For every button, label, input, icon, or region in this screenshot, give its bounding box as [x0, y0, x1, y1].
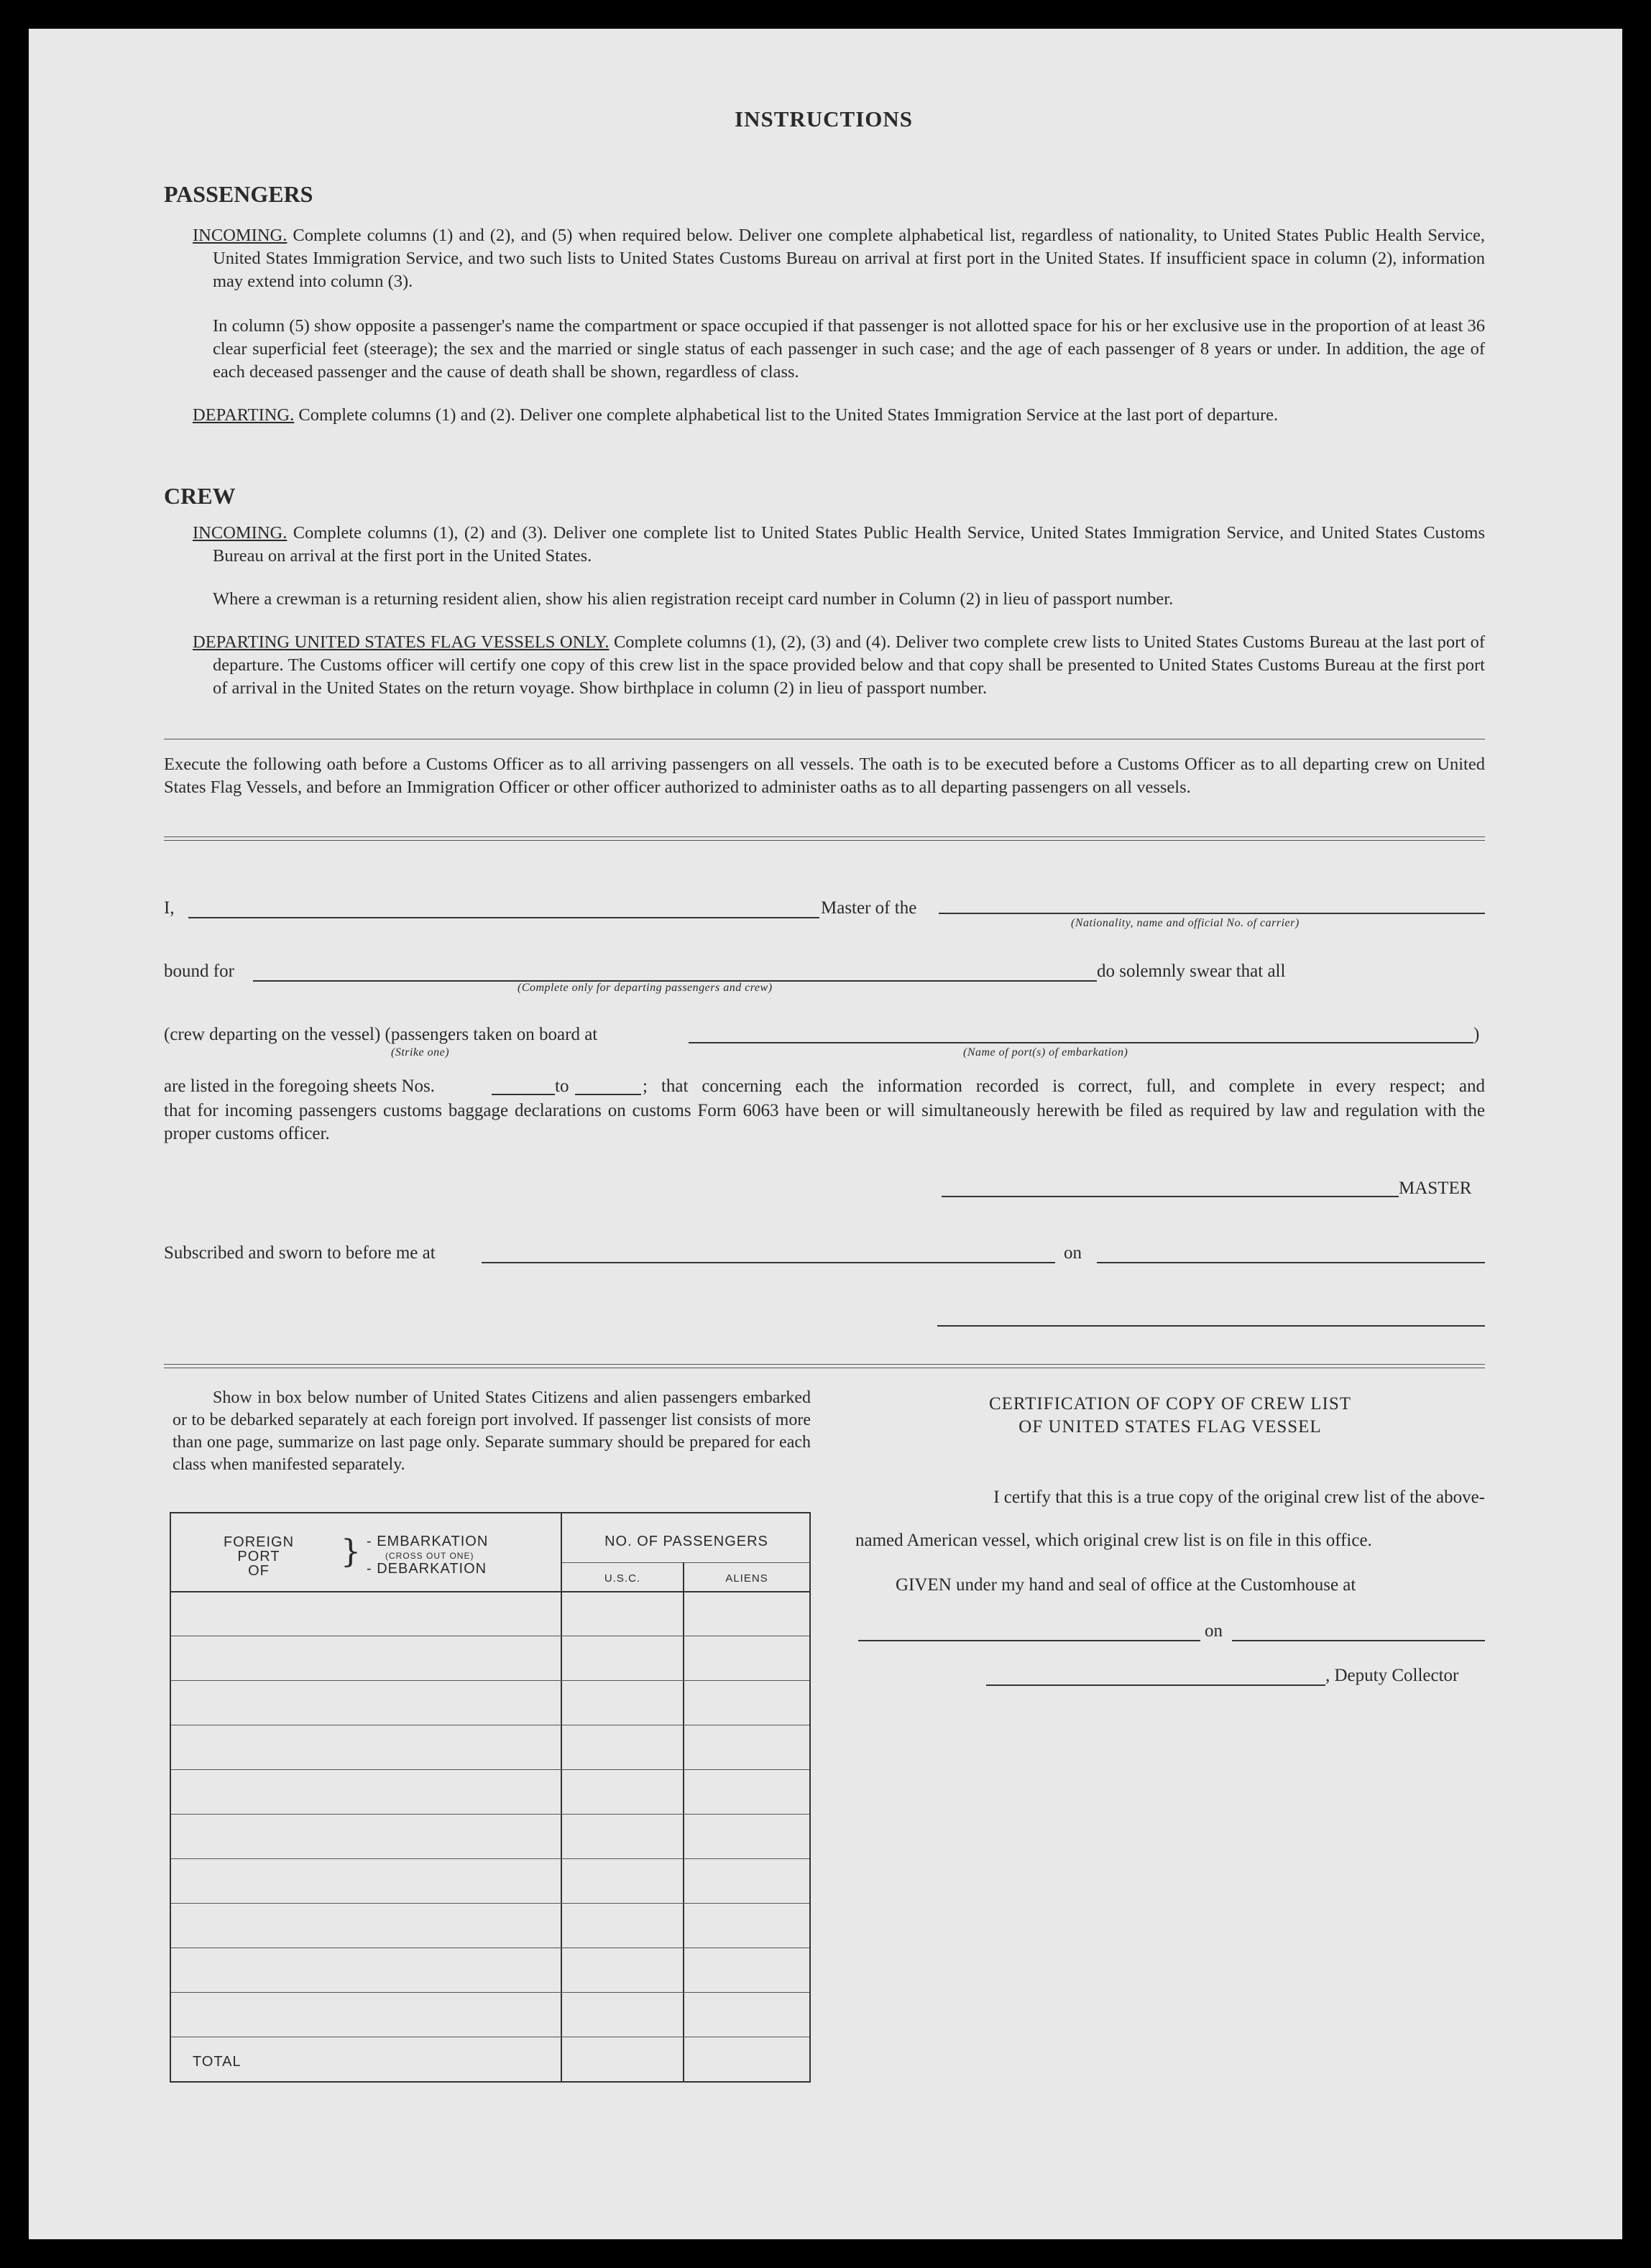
- debarkation-header: - DEBARKATION: [367, 1561, 487, 1577]
- table-row: [171, 1858, 809, 1859]
- officer-signature-line[interactable]: [937, 1325, 1485, 1327]
- sheet-from-line[interactable]: [492, 1094, 555, 1095]
- passengers-departing-label: DEPARTING.: [193, 405, 295, 425]
- certify-line-1: I certify that this is a true copy of the original crew list of the above-: [993, 1488, 1485, 1507]
- foreign-port-of-header: FOREIGN PORT OF: [223, 1534, 295, 1579]
- certification-title-2: OF UNITED STATES FLAG VESSEL: [1018, 1417, 1322, 1437]
- listed-sheets-text: are listed in the foregoing sheets Nos.: [164, 1077, 435, 1096]
- carrier-line[interactable]: [939, 913, 1485, 914]
- table-row: [171, 1992, 809, 1993]
- carrier-hint: (Nationality, name and official No. of carrier): [1071, 917, 1300, 929]
- cross-out-hint: (CROSS OUT ONE): [385, 1551, 474, 1561]
- listed-to-text: to: [555, 1077, 569, 1096]
- close-paren: ): [1473, 1025, 1480, 1044]
- subscribed-label: Subscribed and sworn to before me at: [164, 1243, 436, 1263]
- passengers-incoming-label: INCOMING.: [193, 226, 288, 245]
- embarkation-port-line[interactable]: [689, 1042, 1473, 1043]
- deputy-signature-line[interactable]: [986, 1684, 1325, 1686]
- listed-correct-text: ; that concerning each the information recorded is correct, full, and complete in every respect; and: [643, 1077, 1485, 1096]
- crew-departing-text: (crew departing on the vessel) (passengers taken on board at: [164, 1025, 598, 1044]
- table-row: [171, 1680, 809, 1681]
- passengers-heading: PASSENGERS: [164, 181, 313, 207]
- certify-date-line[interactable]: [1232, 1640, 1485, 1641]
- master-name-line[interactable]: [188, 917, 819, 918]
- sheet-to-line[interactable]: [575, 1094, 641, 1095]
- sworn-place-line[interactable]: [482, 1262, 1055, 1263]
- crew-incoming-text: Complete columns (1), (2) and (3). Deliver one complete list to United States Public Health Service, United States Immigration Service, and United States Customs Bureau on arrival at the first port in the United States.: [213, 523, 1485, 566]
- total-label: TOTAL: [193, 2054, 242, 2070]
- crew-departing-paragraph: [193, 631, 1485, 700]
- passengers-incoming-text: Complete columns (1) and (2), and (5) when required below. Deliver one complete alphabetical list, regardless of nationality, to United States Public Health Service, United States Immigration Service, and two such lists to United States Customs Bureau on arrival at first port in the United States. If insufficient space in column (2), information may extend into column (3).: [213, 226, 1485, 291]
- deputy-collector-label: , Deputy Collector: [1325, 1666, 1459, 1685]
- summary-instructions: Show in box below number of United States Citizens and alien passengers embarked or to be debarked separately at each foreign port involved. If passenger list consists of more than one page, summarize on last page only. Separate summary should be prepared for each class when manifested separately.: [173, 1388, 811, 1474]
- passenger-summary-table: [170, 1512, 811, 2083]
- passengers-column5-paragraph: In column (5) show opposite a passenger's name the compartment or space occupied if that passenger is not allotted space for his or her exclusive use in the proportion of at least 36 clear superficial feet (steerage); the sex and the married or single status of each passenger in such case; and the age of each passenger of 8 years or under. In addition, the age of each deceased passenger and the cause of death shall be shown, regardless of class.: [213, 316, 1485, 382]
- bound-for-label: bound for: [164, 962, 234, 981]
- oath-intro-paragraph: Execute the following oath before a Customs Officer as to all arriving passengers on all vessels. The oath is to be executed before a Customs Officer as to all departing crew on United States Flag Vessels, and before an Immigration Officer or other officer authorized to administer oaths as to all departing passengers on all vessels.: [164, 755, 1485, 797]
- aliens-header: ALIENS: [725, 1572, 768, 1585]
- master-of-the-label: Master of the: [821, 898, 917, 918]
- sworn-on-label: on: [1064, 1243, 1082, 1263]
- brace-icon: }: [341, 1534, 361, 1570]
- table-row: [171, 1814, 809, 1815]
- embarkation-hint: (Name of port(s) of embarkation): [963, 1046, 1128, 1059]
- certify-on-label: on: [1205, 1621, 1223, 1641]
- master-signature-line[interactable]: [942, 1196, 1399, 1197]
- crew-departing-text: Complete columns (1), (2), (3) and (4). Deliver two complete crew lists to United States Customs Bureau at the last port of departure. The Customs officer will certify one copy of this crew list in the space provided below and that copy shall be presented to United States Customs Bureau at the first port of arrival in the United States on the return voyage. Show birthplace in column (2) in lieu of passport number.: [213, 632, 1485, 698]
- crew-incoming-paragraph: [193, 522, 1485, 568]
- crew-incoming-label: INCOMING.: [193, 523, 288, 543]
- double-divider-lower: [164, 1364, 1485, 1368]
- table-row: [171, 1947, 809, 1948]
- passengers-incoming-paragraph: [193, 224, 1485, 293]
- embarkation-header: - EMBARKATION: [367, 1534, 489, 1549]
- passengers-departing-text: Complete columns (1) and (2). Deliver one complete alphabetical list to the United States Immigration Service at the last port of departure.: [294, 405, 1279, 425]
- strike-one-hint: (Strike one): [391, 1046, 450, 1059]
- passengers-departing-paragraph: [193, 404, 1485, 427]
- customhouse-place-line[interactable]: [858, 1640, 1200, 1641]
- crew-heading: CREW: [164, 483, 236, 509]
- certify-line-3: GIVEN under my hand and seal of office at the Customhouse at: [896, 1575, 1356, 1595]
- crew-departing-label: DEPARTING UNITED STATES FLAG VESSELS ONLY.: [193, 632, 610, 652]
- table-row: [171, 1903, 809, 1904]
- double-divider: [164, 836, 1485, 841]
- oath-i-label: I,: [164, 898, 175, 918]
- master-label: MASTER: [1399, 1179, 1472, 1198]
- listed-declarations-text: that for incoming passengers customs baggage declarations on customs Form 6063 have been or will simultaneously herewith be filed as required by law and regulation with the proper customs officer.: [164, 1101, 1485, 1143]
- bound-for-hint: (Complete only for departing passengers and crew): [518, 982, 773, 994]
- crew-alien-paragraph: Where a crewman is a returning resident alien, show his alien registration receipt card number in Column (2) in lieu of passport number.: [213, 589, 1174, 609]
- no-of-passengers-header: NO. OF PASSENGERS: [604, 1534, 768, 1549]
- certify-line-2: named American vessel, which original crew list is on file in this office.: [855, 1531, 1372, 1550]
- table-row: [171, 1769, 809, 1770]
- certification-title-1: CERTIFICATION OF COPY OF CREW LIST: [988, 1394, 1352, 1414]
- swear-text: do solemnly swear that all: [1097, 962, 1286, 981]
- usc-header: U.S.C.: [604, 1572, 641, 1585]
- sworn-date-line[interactable]: [1097, 1262, 1485, 1263]
- page-title: INSTRUCTIONS: [735, 106, 914, 132]
